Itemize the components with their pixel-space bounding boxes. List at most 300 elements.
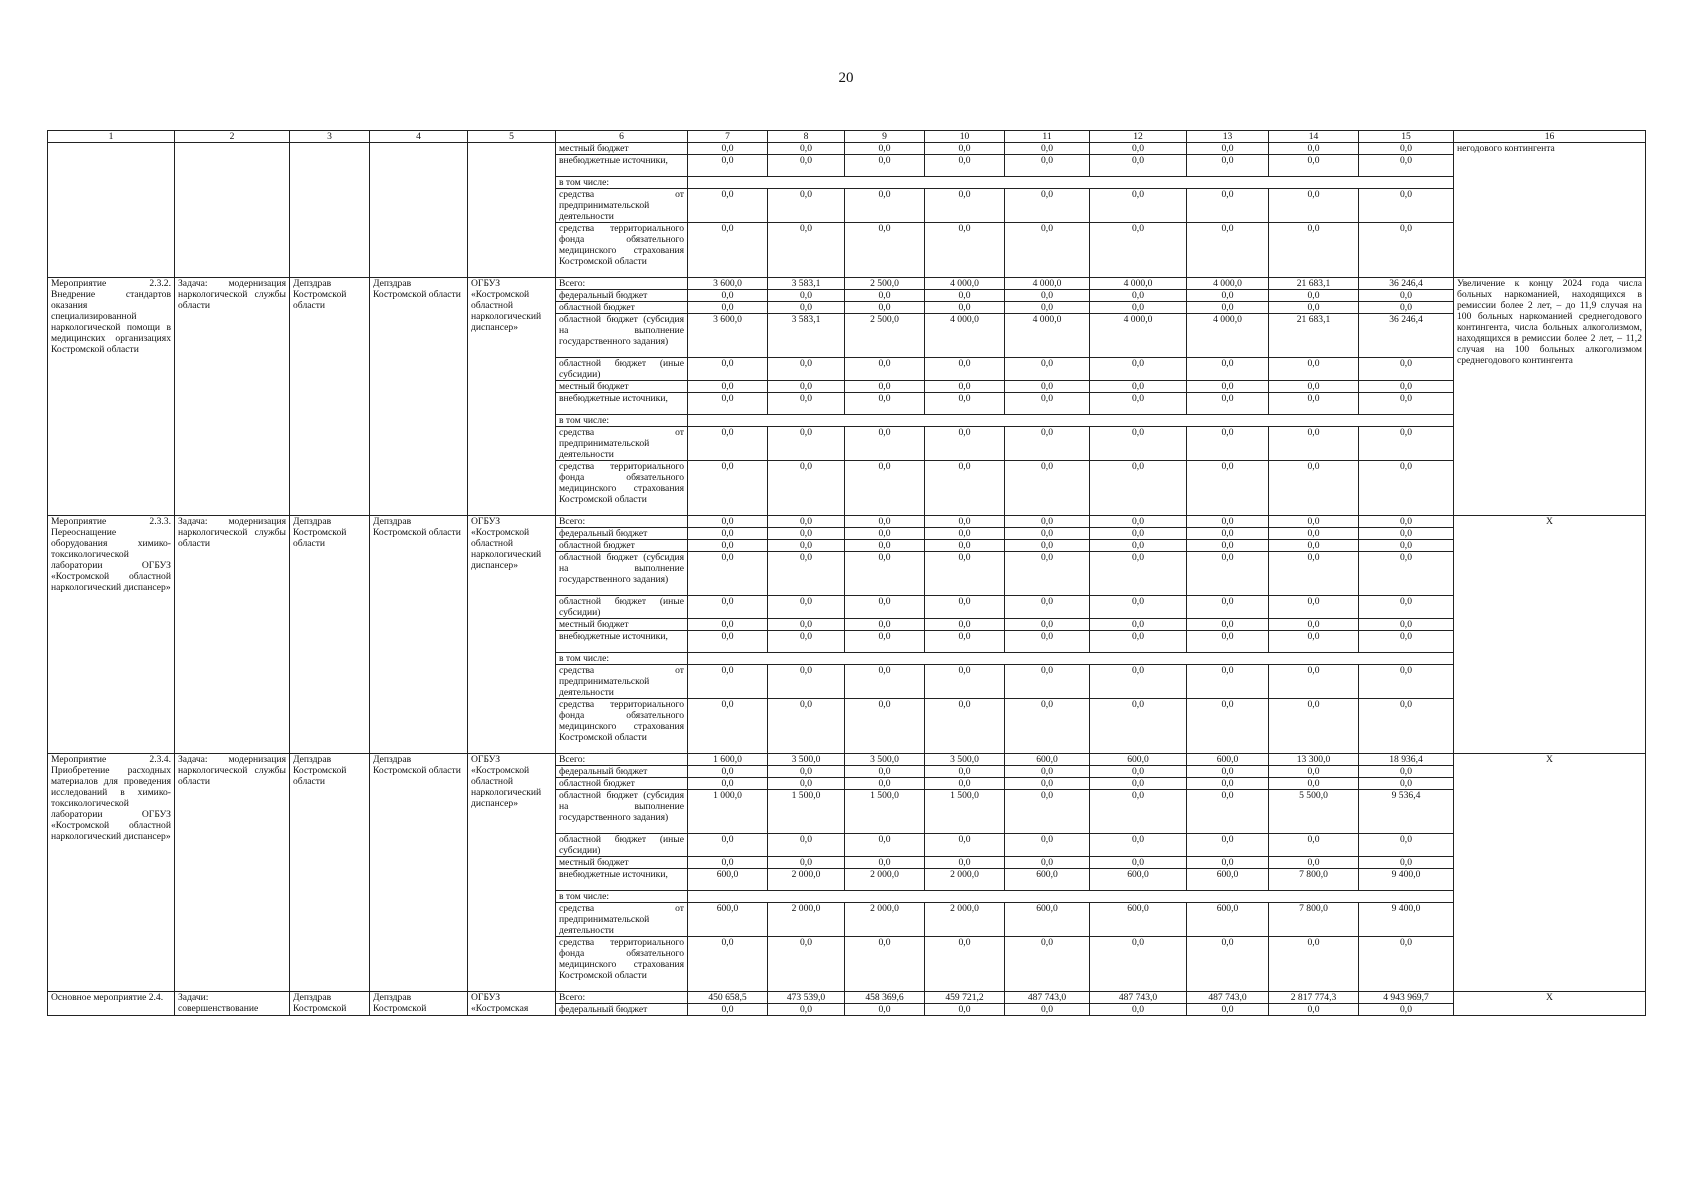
measure-coordinator: Депздрав Костромской области bbox=[290, 516, 370, 754]
value-cell: 0,0 bbox=[845, 596, 925, 619]
value-cell: 0,0 bbox=[1187, 596, 1269, 619]
value-cell: 0,0 bbox=[1090, 699, 1187, 754]
value-cell: 0,0 bbox=[1269, 619, 1359, 631]
value-cell: 36 246,4 bbox=[1359, 314, 1454, 358]
value-cell: 2 000,0 bbox=[925, 903, 1005, 937]
value-cell: 0,0 bbox=[1359, 552, 1454, 596]
header-cell: 4 bbox=[370, 131, 468, 143]
funding-source-label: областной бюджет (субсидия на выполнение государственного задания) bbox=[556, 552, 688, 596]
funding-source-label: в том числе: bbox=[556, 177, 688, 189]
value-cell: 0,0 bbox=[688, 461, 768, 516]
value-cell: 0,0 bbox=[1005, 596, 1090, 619]
value-cell: 1 000,0 bbox=[688, 790, 768, 834]
value-cell: 473 539,0 bbox=[768, 992, 845, 1004]
value-cell: 0,0 bbox=[688, 155, 768, 177]
value-cell-empty bbox=[688, 415, 1454, 427]
value-cell: 458 369,6 bbox=[845, 992, 925, 1004]
value-cell: 0,0 bbox=[845, 461, 925, 516]
value-cell: 0,0 bbox=[1187, 302, 1269, 314]
value-cell: 0,0 bbox=[1269, 596, 1359, 619]
funding-source-label: средства территориального фонда обязательного медицинского страхования Костромской области bbox=[556, 937, 688, 992]
value-cell: 0,0 bbox=[1187, 552, 1269, 596]
value-cell: 0,0 bbox=[1269, 461, 1359, 516]
col1-cell bbox=[48, 143, 175, 278]
measure-executor: ОГБУЗ «Костромской областной наркологический диспансер» bbox=[468, 516, 556, 754]
header-cell: 15 bbox=[1359, 131, 1454, 143]
value-cell: 0,0 bbox=[688, 302, 768, 314]
funding-source-label: местный бюджет bbox=[556, 143, 688, 155]
value-cell: 0,0 bbox=[768, 302, 845, 314]
expected-result-cell: Увеличение к концу 2024 года числа больных наркоманией, находящихся в ремиссии более 2 лет, – до 11,9 случая на 100 больных наркоманией среднегодового контингента, числа больных алкоголизмом, находящихся в ремиссии более 2 лет, – 11,2 случая на 100 больных алкоголизмом среднегодового контингента bbox=[1454, 278, 1646, 516]
funding-source-label: областной бюджет (субсидия на выполнение государственного задания) bbox=[556, 790, 688, 834]
value-cell: 0,0 bbox=[768, 834, 845, 857]
value-cell: 0,0 bbox=[1005, 143, 1090, 155]
value-cell: 0,0 bbox=[1359, 381, 1454, 393]
value-cell: 0,0 bbox=[925, 516, 1005, 528]
value-cell: 1 500,0 bbox=[845, 790, 925, 834]
header-cell: 6 bbox=[556, 131, 688, 143]
header-cell: 11 bbox=[1005, 131, 1090, 143]
value-cell: 0,0 bbox=[925, 665, 1005, 699]
value-cell: 0,0 bbox=[1090, 937, 1187, 992]
value-cell: 0,0 bbox=[1187, 1004, 1269, 1016]
value-cell: 0,0 bbox=[925, 778, 1005, 790]
value-cell: 0,0 bbox=[1187, 358, 1269, 381]
funding-source-label: Всего: bbox=[556, 278, 688, 290]
value-cell: 36 246,4 bbox=[1359, 278, 1454, 290]
value-cell: 0,0 bbox=[1187, 937, 1269, 992]
value-cell-empty bbox=[688, 177, 1454, 189]
funding-source-label: областной бюджет (субсидия на выполнение государственного задания) bbox=[556, 314, 688, 358]
header-cell: 14 bbox=[1269, 131, 1359, 143]
value-cell: 0,0 bbox=[768, 619, 845, 631]
value-cell: 0,0 bbox=[768, 427, 845, 461]
value-cell: 21 683,1 bbox=[1269, 314, 1359, 358]
value-cell: 0,0 bbox=[1359, 596, 1454, 619]
value-cell: 0,0 bbox=[1187, 290, 1269, 302]
value-cell: 0,0 bbox=[1359, 302, 1454, 314]
value-cell: 0,0 bbox=[925, 619, 1005, 631]
value-cell: 4 000,0 bbox=[1187, 314, 1269, 358]
value-cell: 1 500,0 bbox=[925, 790, 1005, 834]
value-cell: 21 683,1 bbox=[1269, 278, 1359, 290]
value-cell: 0,0 bbox=[688, 778, 768, 790]
budget-table bbox=[47, 130, 1646, 1016]
value-cell: 0,0 bbox=[768, 461, 845, 516]
col2-cell bbox=[175, 143, 290, 278]
value-cell: 0,0 bbox=[1090, 778, 1187, 790]
value-cell: 4 000,0 bbox=[1090, 278, 1187, 290]
funding-source-label: федеральный бюджет bbox=[556, 1004, 688, 1016]
header-cell: 3 bbox=[290, 131, 370, 143]
funding-source-label: областной бюджет (иные субсидии) bbox=[556, 834, 688, 857]
value-cell: 0,0 bbox=[768, 596, 845, 619]
value-cell: 0,0 bbox=[845, 619, 925, 631]
value-cell: 0,0 bbox=[1187, 665, 1269, 699]
value-cell: 0,0 bbox=[925, 143, 1005, 155]
measure-responsible: Депздрав Костромской bbox=[370, 992, 468, 1016]
value-cell: 0,0 bbox=[768, 552, 845, 596]
value-cell: 0,0 bbox=[1005, 699, 1090, 754]
funding-source-label: в том числе: bbox=[556, 415, 688, 427]
value-cell: 0,0 bbox=[1359, 427, 1454, 461]
value-cell: 0,0 bbox=[1005, 619, 1090, 631]
funding-source-label: местный бюджет bbox=[556, 619, 688, 631]
funding-source-label: средства территориального фонда обязательного медицинского страхования Костромской области bbox=[556, 699, 688, 754]
header-row bbox=[48, 131, 1646, 143]
measure-responsible: Депздрав Костромской области bbox=[370, 754, 468, 992]
value-cell: 0,0 bbox=[768, 937, 845, 992]
value-cell: 0,0 bbox=[1005, 631, 1090, 653]
value-cell: 0,0 bbox=[688, 516, 768, 528]
value-cell: 0,0 bbox=[1359, 393, 1454, 415]
value-cell: 2 817 774,3 bbox=[1269, 992, 1359, 1004]
value-cell: 0,0 bbox=[1090, 596, 1187, 619]
measure-responsible: Депздрав Костромской области bbox=[370, 516, 468, 754]
value-cell: 0,0 bbox=[845, 393, 925, 415]
value-cell: 0,0 bbox=[1359, 516, 1454, 528]
value-cell: 0,0 bbox=[1269, 937, 1359, 992]
value-cell: 1 500,0 bbox=[768, 790, 845, 834]
value-cell: 0,0 bbox=[925, 155, 1005, 177]
value-cell: 0,0 bbox=[688, 834, 768, 857]
value-cell: 0,0 bbox=[925, 540, 1005, 552]
value-cell: 0,0 bbox=[1005, 665, 1090, 699]
value-cell: 0,0 bbox=[688, 540, 768, 552]
value-cell: 5 500,0 bbox=[1269, 790, 1359, 834]
measure-executor: ОГБУЗ «Костромской областной наркологический диспансер» bbox=[468, 278, 556, 516]
value-cell: 0,0 bbox=[1090, 516, 1187, 528]
value-cell: 0,0 bbox=[1269, 393, 1359, 415]
value-cell: 0,0 bbox=[845, 1004, 925, 1016]
value-cell: 600,0 bbox=[1187, 869, 1269, 891]
value-cell: 0,0 bbox=[688, 358, 768, 381]
value-cell: 0,0 bbox=[1005, 1004, 1090, 1016]
expected-result-cell: негодового контингента bbox=[1454, 143, 1646, 278]
header-cell: 8 bbox=[768, 131, 845, 143]
expected-result-cell: Х bbox=[1454, 516, 1646, 754]
value-cell: 0,0 bbox=[845, 857, 925, 869]
measure-task: Задачи: совершенствование bbox=[175, 992, 290, 1016]
value-cell: 0,0 bbox=[768, 393, 845, 415]
measure-coordinator: Депздрав Костромской области bbox=[290, 754, 370, 992]
value-cell: 0,0 bbox=[1187, 540, 1269, 552]
value-cell: 0,0 bbox=[768, 189, 845, 223]
value-cell: 0,0 bbox=[845, 302, 925, 314]
value-cell: 0,0 bbox=[1269, 223, 1359, 278]
measure-title: Мероприятие 2.3.2. Внедрение стандартов оказания специализированной наркологической помощи в медицинских организациях Костромской области bbox=[48, 278, 175, 516]
value-cell: 0,0 bbox=[1090, 393, 1187, 415]
value-cell: 0,0 bbox=[768, 1004, 845, 1016]
value-cell: 0,0 bbox=[845, 766, 925, 778]
measure-coordinator: Депздрав Костромской области bbox=[290, 278, 370, 516]
value-cell: 0,0 bbox=[1269, 699, 1359, 754]
value-cell: 0,0 bbox=[1187, 631, 1269, 653]
funding-source-label: областной бюджет bbox=[556, 302, 688, 314]
value-cell: 0,0 bbox=[1359, 155, 1454, 177]
table-row bbox=[48, 754, 1646, 766]
value-cell: 0,0 bbox=[1269, 528, 1359, 540]
value-cell: 0,0 bbox=[688, 596, 768, 619]
header-cell: 12 bbox=[1090, 131, 1187, 143]
value-cell: 4 000,0 bbox=[925, 314, 1005, 358]
value-cell: 0,0 bbox=[768, 528, 845, 540]
value-cell: 0,0 bbox=[1359, 834, 1454, 857]
value-cell: 0,0 bbox=[1090, 381, 1187, 393]
value-cell: 0,0 bbox=[925, 393, 1005, 415]
value-cell: 0,0 bbox=[1090, 665, 1187, 699]
value-cell: 9 536,4 bbox=[1359, 790, 1454, 834]
value-cell: 0,0 bbox=[925, 223, 1005, 278]
value-cell: 0,0 bbox=[1005, 427, 1090, 461]
value-cell: 0,0 bbox=[845, 358, 925, 381]
funding-source-label: областной бюджет bbox=[556, 778, 688, 790]
value-cell: 0,0 bbox=[1359, 189, 1454, 223]
value-cell: 0,0 bbox=[768, 766, 845, 778]
value-cell: 0,0 bbox=[845, 937, 925, 992]
value-cell: 0,0 bbox=[1005, 778, 1090, 790]
col5-cell bbox=[468, 143, 556, 278]
value-cell: 4 000,0 bbox=[1090, 314, 1187, 358]
table-row bbox=[48, 278, 1646, 290]
value-cell: 0,0 bbox=[1269, 552, 1359, 596]
funding-source-label: внебюджетные источники, bbox=[556, 631, 688, 653]
value-cell: 0,0 bbox=[1090, 834, 1187, 857]
value-cell: 600,0 bbox=[1005, 754, 1090, 766]
value-cell: 0,0 bbox=[1187, 143, 1269, 155]
value-cell: 0,0 bbox=[845, 834, 925, 857]
header-cell: 1 bbox=[48, 131, 175, 143]
funding-source-label: внебюджетные источники, bbox=[556, 393, 688, 415]
value-cell: 0,0 bbox=[1090, 790, 1187, 834]
value-cell: 0,0 bbox=[688, 290, 768, 302]
funding-source-label: федеральный бюджет bbox=[556, 766, 688, 778]
value-cell: 0,0 bbox=[1187, 790, 1269, 834]
value-cell: 0,0 bbox=[688, 1004, 768, 1016]
value-cell: 0,0 bbox=[1090, 552, 1187, 596]
value-cell: 0,0 bbox=[1269, 857, 1359, 869]
value-cell: 0,0 bbox=[1187, 155, 1269, 177]
funding-source-label: Всего: bbox=[556, 754, 688, 766]
value-cell: 0,0 bbox=[925, 937, 1005, 992]
value-cell-empty bbox=[688, 653, 1454, 665]
measure-title: Основное мероприятие 2.4. bbox=[48, 992, 175, 1016]
measure-executor: ОГБУЗ «Костромская bbox=[468, 992, 556, 1016]
value-cell: 0,0 bbox=[1005, 302, 1090, 314]
value-cell: 0,0 bbox=[1269, 155, 1359, 177]
value-cell: 0,0 bbox=[925, 302, 1005, 314]
value-cell: 0,0 bbox=[688, 766, 768, 778]
value-cell: 0,0 bbox=[925, 461, 1005, 516]
value-cell: 0,0 bbox=[845, 528, 925, 540]
value-cell: 0,0 bbox=[1090, 619, 1187, 631]
col3-cell bbox=[290, 143, 370, 278]
value-cell: 0,0 bbox=[1005, 552, 1090, 596]
value-cell: 487 743,0 bbox=[1005, 992, 1090, 1004]
value-cell: 0,0 bbox=[1005, 937, 1090, 992]
value-cell: 0,0 bbox=[925, 290, 1005, 302]
funding-source-label: средства территориального фонда обязательного медицинского страхования Костромской области bbox=[556, 223, 688, 278]
funding-source-label: внебюджетные источники, bbox=[556, 155, 688, 177]
value-cell: 0,0 bbox=[1005, 790, 1090, 834]
value-cell: 0,0 bbox=[688, 189, 768, 223]
value-cell: 0,0 bbox=[1187, 381, 1269, 393]
value-cell: 600,0 bbox=[1090, 903, 1187, 937]
value-cell: 9 400,0 bbox=[1359, 903, 1454, 937]
funding-source-label: средства от предпринимательской деятельности bbox=[556, 189, 688, 223]
value-cell: 0,0 bbox=[845, 189, 925, 223]
value-cell: 600,0 bbox=[1005, 903, 1090, 937]
value-cell: 0,0 bbox=[688, 857, 768, 869]
value-cell: 3 500,0 bbox=[845, 754, 925, 766]
value-cell: 0,0 bbox=[688, 528, 768, 540]
value-cell: 0,0 bbox=[1090, 461, 1187, 516]
value-cell: 0,0 bbox=[1269, 516, 1359, 528]
value-cell: 0,0 bbox=[768, 778, 845, 790]
value-cell: 0,0 bbox=[1090, 528, 1187, 540]
value-cell: 0,0 bbox=[1005, 528, 1090, 540]
value-cell: 0,0 bbox=[1359, 619, 1454, 631]
value-cell: 0,0 bbox=[688, 665, 768, 699]
value-cell: 0,0 bbox=[1005, 516, 1090, 528]
value-cell: 0,0 bbox=[1005, 290, 1090, 302]
value-cell: 3 500,0 bbox=[925, 754, 1005, 766]
value-cell: 0,0 bbox=[688, 552, 768, 596]
value-cell: 13 300,0 bbox=[1269, 754, 1359, 766]
funding-source-label: областной бюджет (иные субсидии) bbox=[556, 358, 688, 381]
value-cell: 0,0 bbox=[925, 857, 1005, 869]
value-cell: 600,0 bbox=[688, 869, 768, 891]
value-cell: 0,0 bbox=[1005, 155, 1090, 177]
value-cell: 0,0 bbox=[1187, 699, 1269, 754]
funding-source-label: областной бюджет (иные субсидии) bbox=[556, 596, 688, 619]
value-cell-empty bbox=[688, 891, 1454, 903]
value-cell: 0,0 bbox=[688, 143, 768, 155]
value-cell: 0,0 bbox=[845, 516, 925, 528]
funding-source-label: средства от предпринимательской деятельности bbox=[556, 665, 688, 699]
value-cell: 4 000,0 bbox=[925, 278, 1005, 290]
funding-source-label: средства от предпринимательской деятельности bbox=[556, 427, 688, 461]
value-cell: 2 000,0 bbox=[845, 869, 925, 891]
measure-responsible: Депздрав Костромской области bbox=[370, 278, 468, 516]
value-cell: 0,0 bbox=[1359, 631, 1454, 653]
value-cell: 0,0 bbox=[1359, 699, 1454, 754]
value-cell: 0,0 bbox=[1005, 834, 1090, 857]
value-cell: 0,0 bbox=[768, 143, 845, 155]
value-cell: 0,0 bbox=[845, 381, 925, 393]
value-cell: 0,0 bbox=[688, 631, 768, 653]
value-cell: 3 583,1 bbox=[768, 278, 845, 290]
funding-source-label: областной бюджет bbox=[556, 540, 688, 552]
value-cell: 3 600,0 bbox=[688, 314, 768, 358]
value-cell: 487 743,0 bbox=[1187, 992, 1269, 1004]
value-cell: 0,0 bbox=[1005, 393, 1090, 415]
value-cell: 0,0 bbox=[925, 631, 1005, 653]
value-cell: 2 500,0 bbox=[845, 314, 925, 358]
value-cell: 0,0 bbox=[1359, 528, 1454, 540]
funding-source-label: в том числе: bbox=[556, 891, 688, 903]
value-cell: 0,0 bbox=[845, 155, 925, 177]
funding-source-label: средства территориального фонда обязательного медицинского страхования Костромской области bbox=[556, 461, 688, 516]
funding-source-label: средства от предпринимательской деятельности bbox=[556, 903, 688, 937]
header-cell: 9 bbox=[845, 131, 925, 143]
value-cell: 0,0 bbox=[768, 516, 845, 528]
value-cell: 600,0 bbox=[1005, 869, 1090, 891]
value-cell: 4 000,0 bbox=[1005, 278, 1090, 290]
value-cell: 0,0 bbox=[925, 1004, 1005, 1016]
value-cell: 2 500,0 bbox=[845, 278, 925, 290]
value-cell: 0,0 bbox=[1269, 189, 1359, 223]
value-cell: 0,0 bbox=[1187, 834, 1269, 857]
header-cell: 7 bbox=[688, 131, 768, 143]
value-cell: 3 600,0 bbox=[688, 278, 768, 290]
value-cell: 0,0 bbox=[688, 393, 768, 415]
value-cell: 0,0 bbox=[1269, 766, 1359, 778]
measure-task: Задача: модернизация наркологической службы области bbox=[175, 754, 290, 992]
funding-source-label: внебюджетные источники, bbox=[556, 869, 688, 891]
value-cell: 0,0 bbox=[1005, 381, 1090, 393]
value-cell: 0,0 bbox=[1090, 1004, 1187, 1016]
value-cell: 0,0 bbox=[688, 699, 768, 754]
value-cell: 0,0 bbox=[845, 290, 925, 302]
expected-result-cell: Х bbox=[1454, 992, 1646, 1016]
value-cell: 0,0 bbox=[1005, 223, 1090, 278]
header-cell: 13 bbox=[1187, 131, 1269, 143]
value-cell: 0,0 bbox=[1269, 358, 1359, 381]
header-cell: 16 bbox=[1454, 131, 1646, 143]
value-cell: 0,0 bbox=[1187, 516, 1269, 528]
value-cell: 0,0 bbox=[1187, 766, 1269, 778]
value-cell: 0,0 bbox=[1359, 766, 1454, 778]
value-cell: 0,0 bbox=[1090, 290, 1187, 302]
header-cell: 2 bbox=[175, 131, 290, 143]
value-cell: 4 943 969,7 bbox=[1359, 992, 1454, 1004]
value-cell: 0,0 bbox=[1359, 540, 1454, 552]
value-cell: 0,0 bbox=[1359, 143, 1454, 155]
value-cell: 0,0 bbox=[845, 778, 925, 790]
value-cell: 600,0 bbox=[1187, 903, 1269, 937]
value-cell: 0,0 bbox=[1187, 393, 1269, 415]
value-cell: 0,0 bbox=[1359, 665, 1454, 699]
value-cell: 0,0 bbox=[688, 223, 768, 278]
funding-source-label: федеральный бюджет bbox=[556, 528, 688, 540]
value-cell: 0,0 bbox=[1269, 540, 1359, 552]
value-cell: 0,0 bbox=[1005, 857, 1090, 869]
measure-task: Задача: модернизация наркологической службы области bbox=[175, 516, 290, 754]
value-cell: 0,0 bbox=[768, 857, 845, 869]
expected-result-cell: Х bbox=[1454, 754, 1646, 992]
value-cell: 0,0 bbox=[1090, 766, 1187, 778]
value-cell: 0,0 bbox=[1359, 937, 1454, 992]
value-cell: 0,0 bbox=[1187, 778, 1269, 790]
funding-source-label: Всего: bbox=[556, 992, 688, 1004]
table-body bbox=[48, 131, 1646, 1016]
value-cell: 0,0 bbox=[845, 427, 925, 461]
value-cell: 4 000,0 bbox=[1187, 278, 1269, 290]
measure-title: Мероприятие 2.3.3. Переоснащение оборудования химико-токсикологической лаборатории ОГБУЗ «Костромской областной наркологический диспансер» bbox=[48, 516, 175, 754]
value-cell: 0,0 bbox=[1090, 540, 1187, 552]
funding-source-label: федеральный бюджет bbox=[556, 290, 688, 302]
value-cell: 0,0 bbox=[1269, 302, 1359, 314]
col4-cell bbox=[370, 143, 468, 278]
value-cell: 0,0 bbox=[688, 427, 768, 461]
value-cell: 0,0 bbox=[1269, 631, 1359, 653]
value-cell: 0,0 bbox=[925, 596, 1005, 619]
value-cell: 0,0 bbox=[768, 699, 845, 754]
measure-executor: ОГБУЗ «Костромской областной наркологический диспансер» bbox=[468, 754, 556, 992]
value-cell: 0,0 bbox=[1187, 619, 1269, 631]
value-cell: 0,0 bbox=[768, 358, 845, 381]
